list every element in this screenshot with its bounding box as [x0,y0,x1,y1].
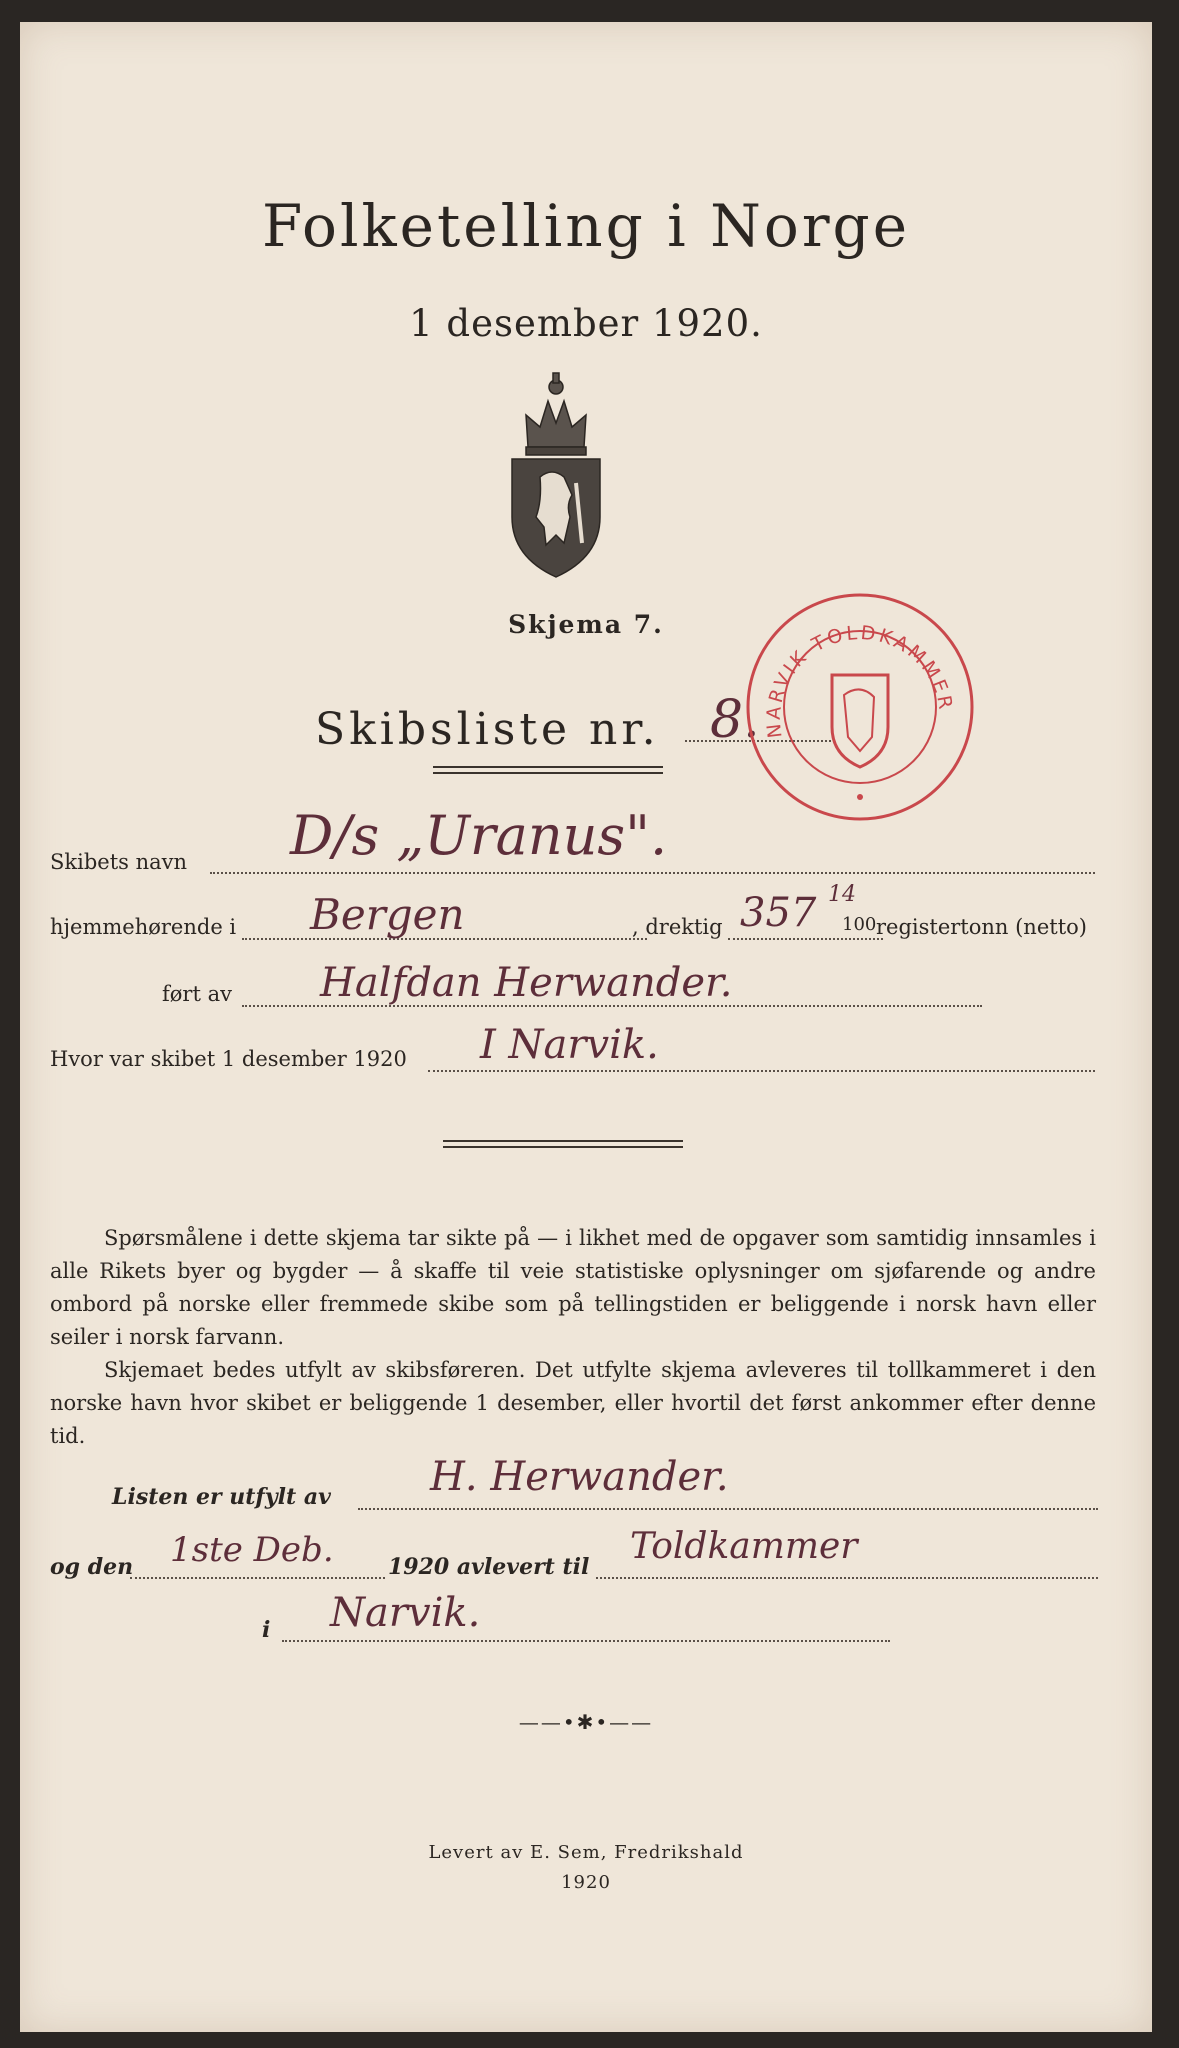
divider-top [433,766,663,768]
list-number-value: 8. [710,690,760,750]
filled-by-label: Listen er utfylt av [112,1484,331,1510]
date-label: og den [50,1554,134,1580]
instructions-paragraph-2: Skjemaet bedes utfylt av skibsføreren. Det utfylte skjema avleveres til tollkammeret i den norske havn hvor skibet er beliggende 1 desember, eller hvortil det først ankommer efter denne tid. [50,1358,1096,1448]
location-value: I Narvik. [480,1022,659,1068]
svg-text:NARVIK TOLDKAMMER [763,622,957,739]
divider-middle [443,1140,683,1142]
place-label: i [262,1617,271,1643]
filled-by-value: H. Herwander. [430,1454,729,1500]
divider-top-2 [433,772,663,774]
date-line [130,1577,385,1579]
customs-stamp [740,587,980,827]
schema-number: Skjema 7. [508,610,664,639]
home-port-value: Bergen [310,890,465,939]
place-value: Narvik. [330,1590,481,1636]
ship-name-line [210,872,1095,874]
place-line [282,1640,890,1642]
ship-name-label: Skibets navn [50,850,188,874]
ship-name-value: D/s „Uranus". [290,804,668,867]
stamp-text: NARVIK TOLDKAMMER [762,621,957,740]
printer-year: 1920 [561,1872,611,1893]
page-title: Folketelling i Norge [261,192,911,260]
instructions [50,1222,1096,1453]
delivered-to-value: Toldkammer [630,1526,858,1567]
filled-by-line [358,1508,1098,1510]
tonnage-unit: registertonn (netto) [876,915,1087,939]
delivered-label: 1920 avlevert til [388,1554,590,1580]
census-form-page [20,22,1152,2032]
master-value: Halfdan Herwander. [320,960,733,1006]
date-value: 1ste Deb. [170,1530,334,1570]
delivered-line [596,1577,1098,1579]
location-label: Hvor var skibet 1 desember 1920 [50,1047,407,1071]
tonnage-label: , drektig [632,915,723,939]
ship-list-label: Skibsliste nr. [315,704,660,755]
divider-middle-2 [443,1146,683,1148]
instructions-paragraph-1: Spørsmålene i dette skjema tar sikte på — i likhet med de opgaver som samtidig innsamles i alle Rikets byer og bygder — å skaffe til veie statistiske oplysninger om sjøfarende og andre ombord på norske eller fremmede skibe som på tellingstiden er beliggende i norsk havn eller seiler i norsk farvann. [50,1226,1096,1349]
home-port-label: hjemmehørende i [50,915,237,939]
master-label: ført av [162,982,232,1006]
tonnage-value: 357 [740,890,817,936]
coat-of-arms-icon [506,367,606,582]
tonnage-fraction-num: 14 [828,882,856,907]
census-date: 1 desember 1920. [409,302,763,345]
tonnage-fraction-den: 100 [842,914,877,935]
tonnage-line [728,938,883,940]
printer-credit: Levert av E. Sem, Fredrikshald [428,1842,744,1863]
location-line [428,1070,1095,1072]
ornament-divider: ——•✱•—— [518,1710,654,1734]
